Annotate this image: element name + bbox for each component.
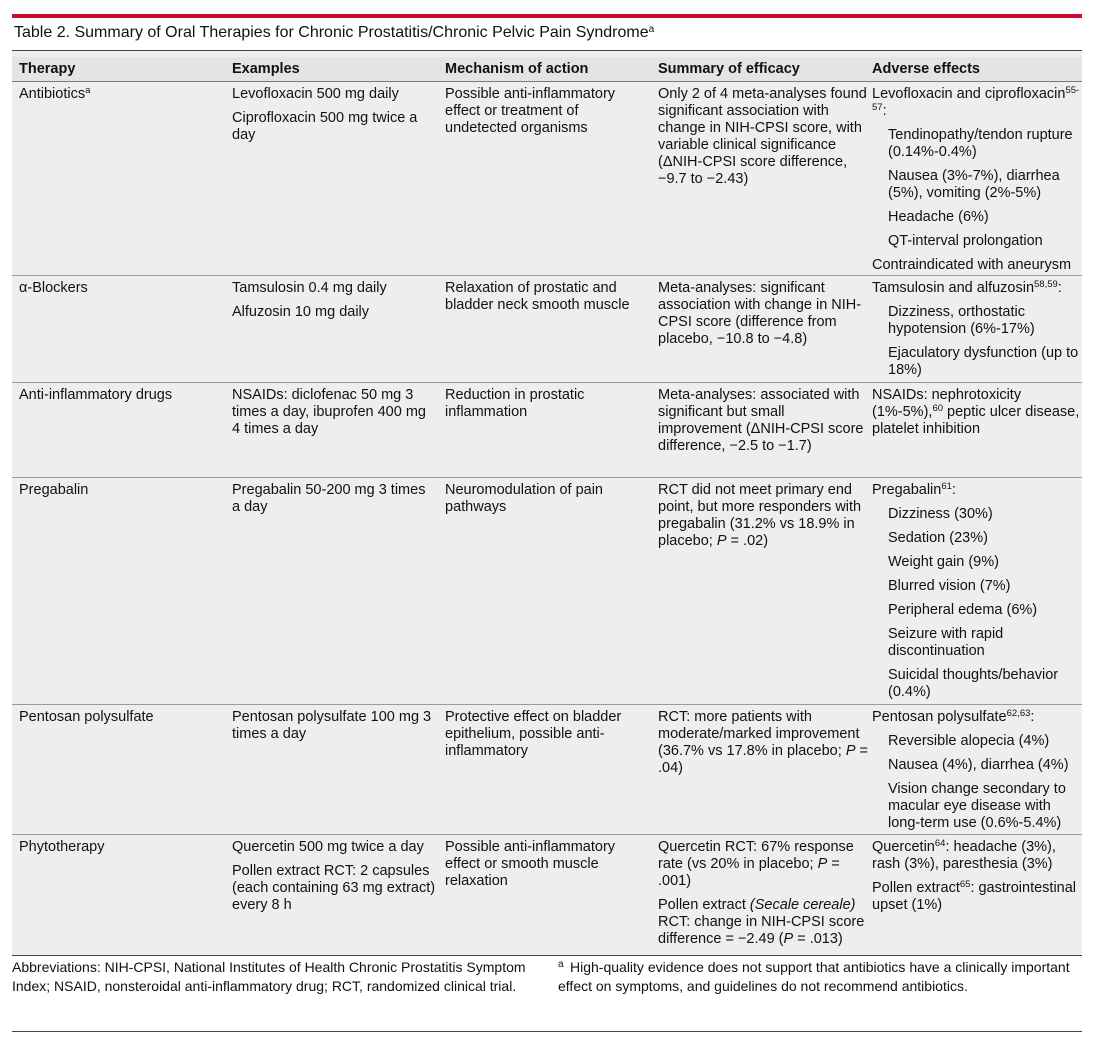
adverse-heading-colon: :	[1030, 709, 1035, 725]
cell-mechanism: Neuromodulation of pain pathways	[445, 482, 603, 515]
cell-efficacy	[658, 482, 868, 550]
cell-adverse-effects	[872, 709, 1084, 839]
adverse-item: Dizziness, orthostatic hypotension (6%-17%)	[888, 304, 1035, 337]
bottom-rule	[12, 1031, 1082, 1032]
adverse-heading-text: Levofloxacin and ciprofloxacin	[872, 86, 1066, 102]
example-item: Quercetin 500 mg twice a day	[232, 839, 424, 855]
cell-examples	[232, 839, 437, 921]
adverse-item: Peripheral edema (6%)	[888, 602, 1038, 618]
cell-mechanism: Protective effect on bladder epithelium, possible anti-inflammatory	[445, 709, 622, 759]
reference-mark: 65	[959, 879, 971, 890]
therapy-name: Antibiotics	[19, 86, 86, 102]
efficacy-text: RCT: more patients with moderate/marked improvement (36.7% vs 17.8% in placebo;	[658, 709, 860, 759]
adverse-heading-colon: :	[951, 482, 956, 498]
adverse-item: Nausea (4%), diarrhea (4%)	[888, 757, 1069, 773]
cell-therapy: Phytotherapy	[19, 839, 105, 855]
adverse-text: : headache (3%), rash (3%), paresthesia (3%)	[872, 839, 1056, 872]
adverse-heading	[872, 280, 1084, 297]
cell-efficacy: Meta-analyses: significant association with change in NIH-CPSI score (difference from placebo, −10.8 to −4.8)	[658, 280, 862, 347]
adverse-item: Suicidal thoughts/behavior (0.4%)	[888, 667, 1059, 700]
efficacy-text: Quercetin RCT: 67% response rate (vs 20% in placebo;	[658, 839, 854, 872]
cell-mechanism: Possible anti-inflammatory effect or smooth muscle relaxation	[445, 839, 616, 889]
adverse-item: Blurred vision (7%)	[888, 578, 1011, 594]
adverse-heading	[872, 482, 1084, 499]
adverse-item: Ejaculatory dysfunction (up to 18%)	[888, 345, 1079, 378]
title-accent-rule	[12, 14, 1082, 18]
p-value-symbol: P	[783, 931, 794, 947]
adverse-item	[872, 839, 1084, 873]
therapies-table	[12, 50, 1082, 956]
header-efficacy: Summary of efficacy	[658, 61, 800, 77]
table-row-pentosan-polysulfate	[12, 705, 1082, 835]
table-row-phytotherapy	[12, 835, 1082, 954]
cell-examples	[232, 387, 437, 445]
cell-mechanism: Possible anti-inflammatory effect or treatment of undetected organisms	[445, 86, 616, 136]
table-title-footnote-mark: a	[648, 24, 655, 35]
adverse-item	[872, 880, 1084, 914]
example-item: Pregabalin 50-200 mg 3 times a day	[232, 482, 426, 515]
efficacy-text: RCT did not meet primary end point, but more responders with pregabalin (31.2% vs 18.9% in placebo;	[658, 482, 862, 549]
adverse-item: Headache (6%)	[888, 209, 989, 225]
cell-adverse-effects	[872, 839, 1084, 921]
adverse-note: Contraindicated with aneurysm	[872, 257, 1072, 273]
adverse-text: : gastrointestinal upset (1%)	[872, 880, 1077, 913]
cell-examples	[232, 709, 437, 750]
adverse-item: Sedation (23%)	[888, 530, 988, 546]
cell-adverse-effects	[872, 86, 1084, 281]
adverse-text: NSAIDs: nephrotoxicity (1%-5%),	[872, 387, 1022, 420]
footnote-abbreviations: Abbreviations: NIH-CPSI, National Institutes of Health Chronic Prostatitis Symptom Index; NSAID, nonsteroidal anti-inflammatory drug; RCT, randomized clinical trial.	[12, 959, 526, 994]
cell-therapy: Pregabalin	[19, 482, 89, 498]
efficacy-text: Pollen extract	[658, 897, 750, 913]
table-row-alpha-blockers	[12, 276, 1082, 383]
header-mechanism: Mechanism of action	[445, 61, 589, 77]
example-item: Ciprofloxacin 500 mg twice a day	[232, 110, 418, 143]
table-title	[12, 22, 1084, 48]
p-value-symbol: P	[845, 743, 856, 759]
adverse-text: peptic ulcer disease, platelet inhibition	[872, 404, 1080, 437]
adverse-heading-text: Tamsulosin and alfuzosin	[872, 280, 1035, 296]
efficacy-item	[658, 839, 868, 890]
reference-mark: 62,63	[1006, 708, 1031, 719]
footnote-mark: a	[85, 85, 91, 96]
table-title-text: Table 2. Summary of Oral Therapies for Chronic Prostatitis/Chronic Pelvic Pain Syndrome	[14, 24, 649, 41]
table-row-antibiotics	[12, 82, 1082, 276]
footnote-text: High-quality evidence does not support that antibiotics have a clinically important effect on symptoms, and guidelines do not recommend antibiotics.	[558, 959, 1070, 994]
adverse-item: Dizziness (30%)	[888, 506, 993, 522]
efficacy-text: = .013)	[793, 931, 843, 947]
efficacy-text: = .02)	[726, 533, 769, 549]
cell-therapy: Pentosan polysulfate	[19, 709, 154, 725]
efficacy-text: RCT: change in NIH-CPSI score difference = −2.49 (	[658, 914, 865, 947]
reference-mark: 55-57	[872, 85, 1080, 113]
reference-mark: 60	[932, 403, 944, 414]
cell-efficacy: Meta-analyses: associated with significant but small improvement (ΔNIH-CPSI score difference, −2.5 to −1.7)	[658, 387, 864, 454]
adverse-heading-colon: :	[1057, 280, 1062, 296]
header-examples: Examples	[232, 61, 300, 77]
species-name: (Secale cereale)	[749, 897, 856, 913]
adverse-heading-text: Pollen extract	[872, 880, 960, 896]
cell-therapy: α-Blockers	[19, 280, 88, 296]
cell-therapy: Anti-inflammatory drugs	[19, 387, 173, 403]
efficacy-text: = .04)	[658, 743, 868, 776]
cell-efficacy	[658, 839, 868, 955]
table-header-row	[12, 57, 1082, 82]
adverse-heading	[872, 709, 1084, 726]
example-item: Pollen extract RCT: 2 capsules (each containing 63 mg extract) every 8 h	[232, 863, 436, 913]
adverse-heading	[872, 86, 1084, 120]
cell-mechanism: Relaxation of prostatic and bladder neck smooth muscle	[445, 280, 630, 313]
adverse-heading-colon: :	[882, 103, 887, 119]
example-item: Alfuzosin 10 mg daily	[232, 304, 370, 320]
adverse-heading-text: Pentosan polysulfate	[872, 709, 1007, 725]
adverse-heading-text: Pregabalin	[872, 482, 942, 498]
reference-mark: 61	[941, 481, 952, 492]
table-row-pregabalin	[12, 478, 1082, 705]
reference-mark: 64	[934, 838, 946, 849]
adverse-item: Weight gain (9%)	[888, 554, 999, 570]
cell-mechanism: Reduction in prostatic inflammation	[445, 387, 585, 420]
adverse-item: Seizure with rapid discontinuation	[888, 626, 1004, 659]
cell-examples	[232, 86, 437, 151]
reference-mark: 58,59	[1034, 279, 1058, 290]
example-item: NSAIDs: diclofenac 50 mg 3 times a day, ibuprofen 400 mg 4 times a day	[232, 387, 426, 437]
header-adverse-effects: Adverse effects	[872, 61, 980, 77]
adverse-item: QT-interval prolongation	[888, 233, 1043, 249]
efficacy-item	[658, 897, 868, 948]
adverse-item: Tendinopathy/tendon rupture (0.14%-0.4%)	[888, 127, 1073, 160]
cell-efficacy: Only 2 of 4 meta-analyses found significant association with change in NIH-CPSI score, with variable clinical significance (ΔNIH-CPSI score difference, −9.7 to −2.43)	[658, 86, 867, 187]
header-therapy: Therapy	[19, 61, 76, 77]
cell-examples	[232, 280, 437, 328]
p-value-symbol: P	[817, 856, 828, 872]
adverse-heading-text: Quercetin	[872, 839, 935, 855]
example-item: Pentosan polysulfate 100 mg 3 times a day	[232, 709, 432, 742]
cell-examples	[232, 482, 437, 523]
table-row-anti-inflammatory	[12, 383, 1082, 478]
cell-adverse-effects	[872, 280, 1084, 386]
p-value-symbol: P	[716, 533, 727, 549]
cell-therapy	[19, 86, 224, 103]
example-item: Tamsulosin 0.4 mg daily	[232, 280, 387, 296]
cell-adverse-effects	[872, 482, 1084, 708]
cell-efficacy	[658, 709, 868, 777]
efficacy-text: = .001)	[658, 856, 840, 889]
example-item: Levofloxacin 500 mg daily	[232, 86, 399, 102]
adverse-item: Nausea (3%-7%), diarrhea (5%), vomiting (2%-5%)	[888, 168, 1060, 201]
cell-adverse-effects	[872, 387, 1084, 438]
adverse-item: Vision change secondary to macular eye disease with long-term use (0.6%-5.4%)	[888, 781, 1066, 831]
adverse-item: Reversible alopecia (4%)	[888, 733, 1050, 749]
footnote-a: a High-quality evidence does not support that antibiotics have a clinically important effect on symptoms, and guidelines do not recommend antibiotics.	[558, 959, 1070, 994]
